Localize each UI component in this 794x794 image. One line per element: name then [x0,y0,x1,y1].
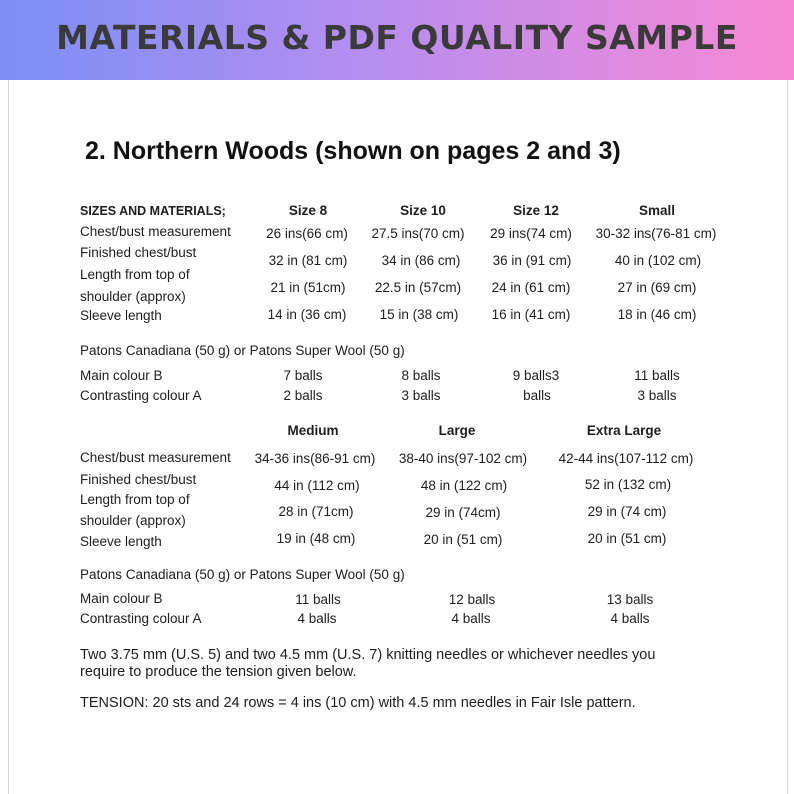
needles-paragraph [80,647,655,681]
table-cell: 4 balls [610,611,650,626]
row-label: Finished chest/bust [80,245,197,260]
table-cell: 12 balls [448,592,496,607]
document-page [8,80,788,794]
yarn-note: Patons Canadiana (50 g) or Patons Super Wool (50 g) [80,343,405,358]
size-header: Size 10 [400,203,446,218]
row-label: Contrasting colour A [80,611,202,626]
table-cell: 18 in (46 cm) [617,307,697,322]
size-header: Extra Large [586,423,662,438]
table-cell: 8 balls [401,368,441,383]
table-cell: 24 in (61 cm) [491,280,571,295]
table-cell: 22.5 in (57cm) [374,280,462,295]
table-cell: 3 balls [637,388,677,403]
table-cell: 34-36 ins(86-91 cm) [254,451,376,466]
table-cell: 44 in (112 cm) [274,478,360,493]
size-header: Large [438,423,476,438]
section-title: 2. Northern Woods (shown on pages 2 and 3) [85,137,621,165]
table-cell: 16 in (41 cm) [491,307,571,322]
needles-line-1: Two 3.75 mm (U.S. 5) and two 4.5 mm (U.S. 7) knitting needles or whichever needles you [80,647,656,663]
table-cell: 40 in (102 cm) [614,253,702,268]
size-header: Small [638,203,676,218]
table-cell: 36 in (91 cm) [492,253,572,268]
table-cell: 4 balls [297,611,337,626]
table-cell: 29 in (74 cm) [587,504,667,519]
table-cell: 27 in (69 cm) [617,280,697,295]
table-cell: 7 balls [283,368,323,383]
row-label: Length from top of [80,267,190,282]
table-cell: 38-40 ins(97-102 cm) [398,451,528,466]
size-header: Size 8 [288,203,328,218]
row-label: Sleeve length [80,534,162,549]
table-cell: 19 in (48 cm) [276,531,356,546]
table-cell: 27.5 ins(70 cm) [371,226,465,241]
yarn-note: Patons Canadiana (50 g) or Patons Super Wool (50 g) [80,567,405,582]
table-cell: 32 in (81 cm) [268,253,348,268]
row-label: Main colour B [80,591,163,606]
table-cell: 30-32 ins(76-81 cm) [595,226,717,241]
table-cell: 34 in (86 cm) [381,253,461,268]
table-cell: 2 balls [283,388,323,403]
header-banner [0,0,794,80]
table-header-label: SIZES AND MATERIALS; [80,204,226,218]
table-cell: 14 in (36 cm) [267,307,347,322]
table-cell: 4 balls [451,611,491,626]
size-header: Medium [287,423,339,438]
row-label: Chest/bust measurement [80,450,231,465]
table-cell: 20 in (51 cm) [587,531,667,546]
table-cell: 3 balls [401,388,441,403]
row-label: shoulder (approx) [80,289,186,304]
table-cell: 13 balls [606,592,654,607]
row-label: Main colour B [80,368,163,383]
table-cell: 11 balls [295,592,341,607]
row-label: shoulder (approx) [80,513,186,528]
row-label: Length from top of [80,492,190,507]
table-cell: 20 in (51 cm) [423,532,503,547]
table-cell: 21 in (51cm) [270,280,346,295]
row-label: Chest/bust measurement [80,224,231,239]
table-cell: 52 in (132 cm) [584,477,672,492]
row-label: Contrasting colour A [80,388,202,403]
table-cell: 26 ins(66 cm) [266,226,348,241]
table-cell: 48 in (122 cm) [420,478,508,493]
table-cell: 28 in (71cm) [278,504,354,519]
table-cell: 15 in (38 cm) [379,307,459,322]
size-header: Size 12 [513,203,559,218]
table-cell: 42-44 ins(107-112 cm) [558,451,694,466]
table-cell: 29 in (74cm) [425,505,501,520]
table-cell: 29 ins(74 cm) [490,226,572,241]
needles-line-2: require to produce the tension given below. [80,664,357,680]
table-cell: 11 balls [634,368,680,383]
table-cell: 9 balls3 [512,368,560,383]
table-cell: balls [523,388,551,403]
banner-title: MATERIALS & PDF QUALITY SAMPLE [56,18,738,57]
row-label: Finished chest/bust [80,472,197,487]
row-label: Sleeve length [80,308,162,323]
tension-paragraph: TENSION: 20 sts and 24 rows = 4 ins (10 cm) with 4.5 mm needles in Fair Isle pattern. [80,695,636,711]
